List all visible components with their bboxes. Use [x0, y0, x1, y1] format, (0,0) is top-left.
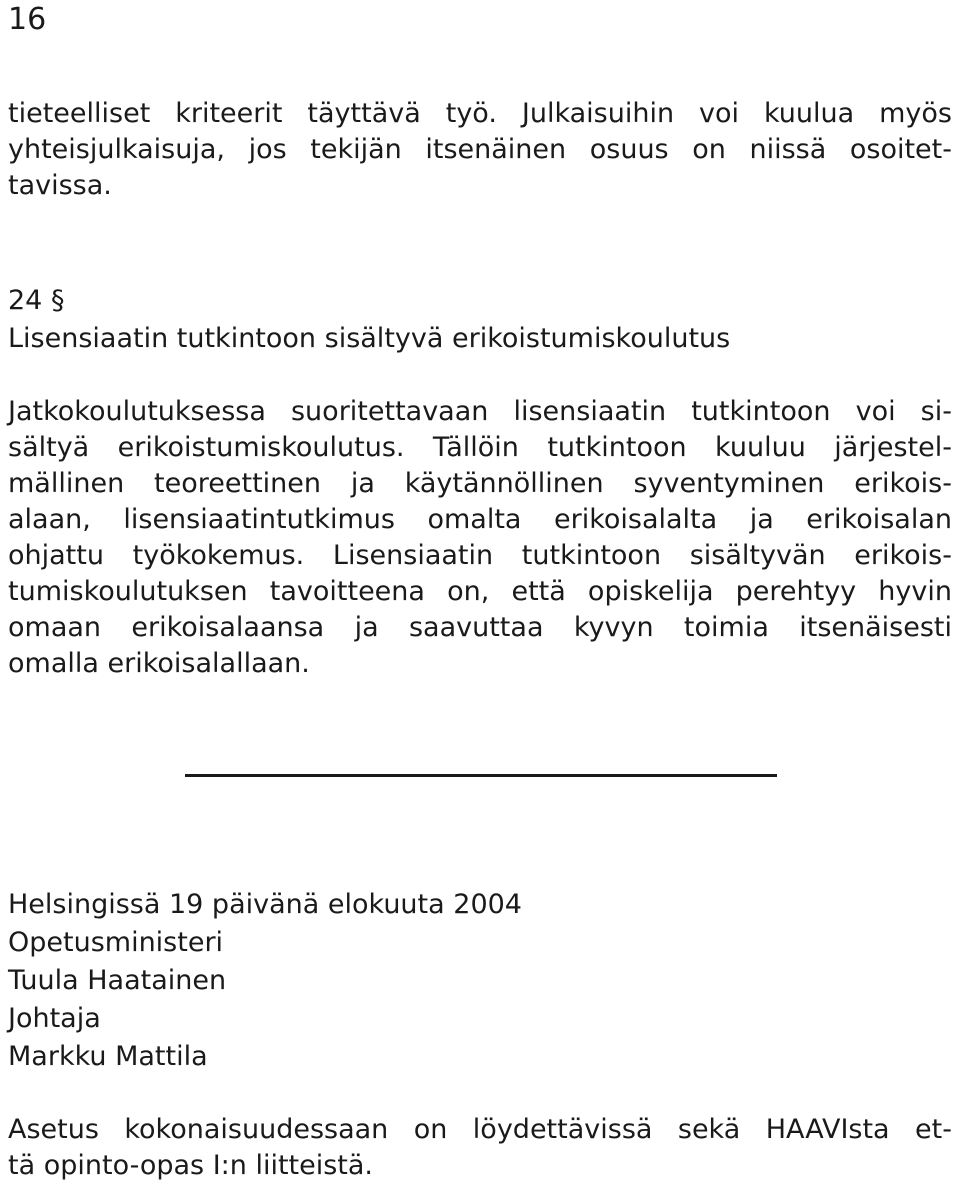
- paragraph-line: tieteelliset kriteerit täyttävä työ. Julkaisuihin voi kuulua myös: [8, 98, 952, 129]
- signer-name: Tuula Haatainen: [8, 965, 227, 996]
- section-paragraph: [8, 394, 952, 682]
- paragraph-line: yhteisjulkaisuja, jos tekijän itsenäinen osuus on niissä osoitet-: [8, 134, 952, 165]
- paragraph-continuation: [8, 96, 952, 204]
- note-line: Asetus kokonaisuudessaan on löydettävissä sekä HAAVIsta et-: [8, 1114, 952, 1145]
- paragraph-line: sältyä erikoistumiskoulutus. Tällöin tutkintoon kuuluu järjestel-: [8, 432, 952, 463]
- paragraph-line: Jatkokoulutuksessa suoritettavaan lisensiaatin tutkintoon voi si-: [8, 396, 952, 427]
- section-title: Lisensiaatin tutkintoon sisältyvä erikoistumiskoulutus: [8, 323, 731, 354]
- note-line: tä opinto-opas I:n liitteistä.: [8, 1150, 374, 1181]
- closing-note: [8, 1112, 952, 1184]
- page-number: 16: [8, 2, 47, 37]
- paragraph-line: omalla erikoisalallaan.: [8, 648, 310, 679]
- paragraph-line: alaan, lisensiaatintutkimus omalta erikoisalalta ja erikoisalan: [8, 504, 952, 535]
- signer-name: Markku Mattila: [8, 1041, 208, 1072]
- section-number: 24 §: [8, 285, 65, 316]
- paragraph-line: tumiskoulutuksen tavoitteena on, että opiskelija perehtyy hyvin: [8, 576, 952, 607]
- signature-block: [8, 886, 952, 1076]
- place-date: Helsingissä 19 päivänä elokuuta 2004: [8, 889, 522, 920]
- horizontal-divider: [185, 774, 777, 777]
- paragraph-line: omaan erikoisalaansa ja saavuttaa kyvyn toimia itsenäisesti: [8, 612, 952, 643]
- paragraph-line: tavissa.: [8, 170, 112, 201]
- signer-role: Johtaja: [8, 1003, 101, 1034]
- paragraph-line: mällinen teoreettinen ja käytännöllinen syventyminen erikois-: [8, 468, 952, 499]
- paragraph-line: ohjattu työkokemus. Lisensiaatin tutkintoon sisältyvän erikois-: [8, 540, 952, 571]
- signer-role: Opetusministeri: [8, 927, 224, 958]
